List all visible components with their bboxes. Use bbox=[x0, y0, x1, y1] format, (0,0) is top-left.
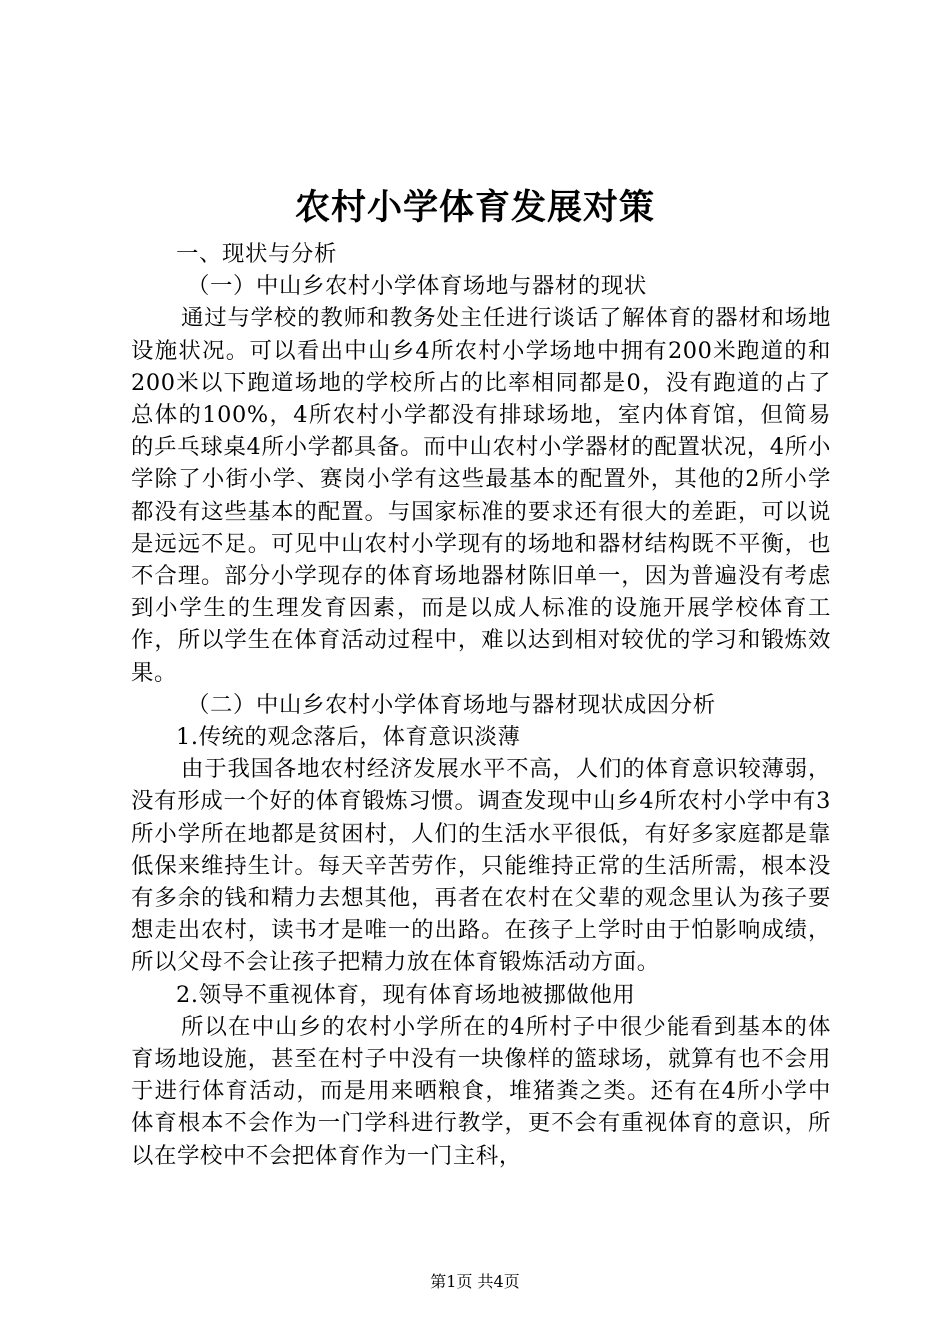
body-paragraph: 所以在中山乡的农村小学所在的4所村子中很少能看到基本的体育场地设施，甚至在村子中没有一块像样的篮球场，就算有也不会用于进行体育活动，而是用来晒粮食，堆猪粪之类。还有在4所小学中体育根本不会作为一门学科进行教学，更不会有重视体育的意识，所以在学校中不会把体育作为一门主科， bbox=[131, 1013, 831, 1169]
point-heading: 2.领导不重视体育，现有体育场地被挪做他用 bbox=[176, 981, 636, 1008]
subsection-heading: （一）中山乡农村小学体育场地与器材的现状 bbox=[187, 273, 647, 300]
page-footer: 第1页 共4页 bbox=[430, 1272, 520, 1291]
document-body bbox=[131, 238, 831, 1172]
section-heading: 一、现状与分析 bbox=[176, 241, 337, 267]
body-paragraph: 由于我国各地农村经济发展水平不高，人们的体育意识较薄弱，没有形成一个好的体育锻炼习惯。调查发现中山乡4所农村小学中有3所小学所在地都是贫困村，人们的生活水平很低，有好多家庭都是靠低保来维持生计。每天辛苦劳作，只能维持正常的生活所需，根本没有多余的钱和精力去想其他，再者在农村在父辈的观念里认为孩子要想走出农村，读书才是唯一的出路。在孩子上学时由于怕影响成绩，所以父母不会让孩子把精力放在体育锻炼活动方面。 bbox=[131, 756, 831, 976]
body-paragraph: 通过与学校的教师和教务处主任进行谈话了解体育的器材和场地设施状况。可以看出中山乡4所农村小学场地中拥有200米跑道的和200米以下跑道场地的学校所占的比率相同都是0，没有跑道的占了总体的100%，4所农村小学都没有排球场地，室内体育馆，但简易的乒乓球桌4所小学都具备。而中山农村小学器材的配置状况，4所小学除了小街小学、赛岗小学有这些最基本的配置外，其他的2所小学都没有这些基本的配置。与国家标准的要求还有很大的差距，可以说是远远不足。可见中山农村小学现有的场地和器材结构既不平衡，也不合理。部分小学现存的体育场地器材陈旧单一，因为普遍没有考虑到小学生的生理发育因素，而是以成人标准的设施开展学校体育工作，所以学生在体育活动过程中，难以达到相对较优的学习和锻炼效果。 bbox=[131, 305, 831, 686]
subsection-heading: （二）中山乡农村小学体育场地与器材现状成因分析 bbox=[187, 691, 716, 718]
point-heading: 1.传统的观念落后，体育意识淡薄 bbox=[176, 724, 521, 751]
document-title: 农村小学体育发展对策 bbox=[294, 187, 655, 228]
